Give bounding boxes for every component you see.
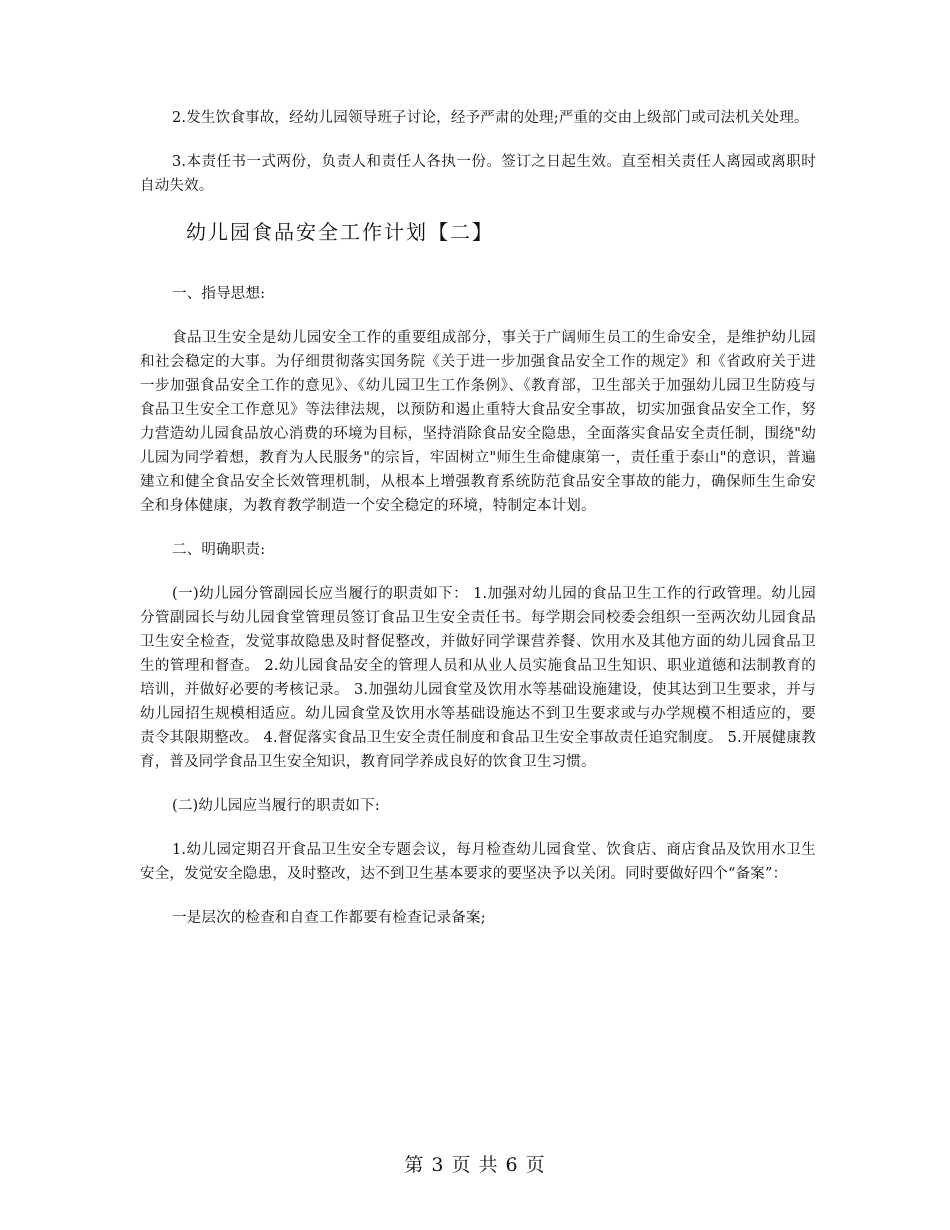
paragraph-accident-handling: 2.发生饮食事故，经幼儿园领导班子讨论，经予严肃的处理;严重的交由上级部门或司法机关处理。 xyxy=(172,110,809,126)
subheading-kindergarten-duties: (二)幼儿园应当履行的职责如下: xyxy=(172,798,380,814)
paragraph-vice-principal-duties: (一)幼儿园分管副园长应当履行的职责如下： 1.加强对幼儿园的食品卫生工作的行政管理。幼儿园分管副园长与幼儿园食堂管理员签订食品卫生安全责任书。每学期会同校委会组织一至两次幼儿园食品卫生安全检查，发觉事故隐患及时督促整改，并做好同学课营养餐、饮用水及其他方面的幼儿园食品卫生的管理和督查。 2.幼儿园食品安全的管理人员和从业人员实施食品卫生知识、职业道德和法制教育的培训，并做好必要的考核记录。 3.加强幼儿园食堂及饮用水等基础设施建设，使其达到卫生要求，并与幼儿园招生规模相适应。幼儿园食堂及饮用水等基础设施达不到卫生要求或与办学规模不相适应的，要责令其限期整改。 4.督促落实食品卫生安全责任制度和食品卫生安全事故责任追究制度。 5.开展健康教育，普及同学食品卫生安全知识，教育同学养成良好的饮食卫生习惯。 xyxy=(140,586,816,770)
subheading-clear-duties: 二、明确职责: xyxy=(172,542,266,558)
paragraph-guiding-ideology: 食品卫生安全是幼儿园安全工作的重要组成部分，事关于广阔师生员工的生命安全，是维护幼儿园和社会稳定的大事。为仔细贯彻落实国务院《关于进一步加强食品安全工作的规定》和《省政府关于进一步加强食品安全工作的意见》、《幼儿园卫生工作条例》、《教育部，卫生部关于加强幼儿园卫生防疫与食品卫生安全工作意见》等法律法规，以预防和遏止重特大食品安全事故，切实加强食品安全工作，努力营造幼儿园食品放心消费的环境为目标，坚持消除食品安全隐患，全面落实食品安全责任制，围绕"幼儿园为同学着想，教育为人民服务"的宗旨，牢固树立"师生生命健康第一，责任重于泰山"的意识，普遍建立和健全食品安全长效管理机制，从根本上增强教育系统防范食品安全事故的能力，确保师生生命安全和身体健康，为教育教学制造一个安全稳定的环境，特制定本计划。 xyxy=(140,330,816,514)
document-body xyxy=(140,106,816,950)
page-number-footer: 第 3 页 共 6 页 xyxy=(404,1154,546,1176)
paragraph-inspection-records: 一是层次的检查和自查工作都要有检查记录备案; xyxy=(172,910,486,926)
paragraph-responsibility-copies: 3.本责任书一式两份，负责人和责任人各执一份。签订之日起生效。直至相关责任人离园或离职时自动失效。 xyxy=(140,154,816,194)
subheading-guiding-ideology: 一、指导思想: xyxy=(172,286,266,302)
paragraph-safety-meetings: 1.幼儿园定期召开食品卫生安全专题会议，每月检查幼儿园食堂、饮食店、商店食品及饮用水卫生安全，发觉安全隐患，及时整改，达不到卫生基本要求的要坚决予以关闭。同时要做好四个“备案”： xyxy=(140,842,816,882)
section-title: 幼儿园食品安全工作计划【二】 xyxy=(186,220,494,244)
